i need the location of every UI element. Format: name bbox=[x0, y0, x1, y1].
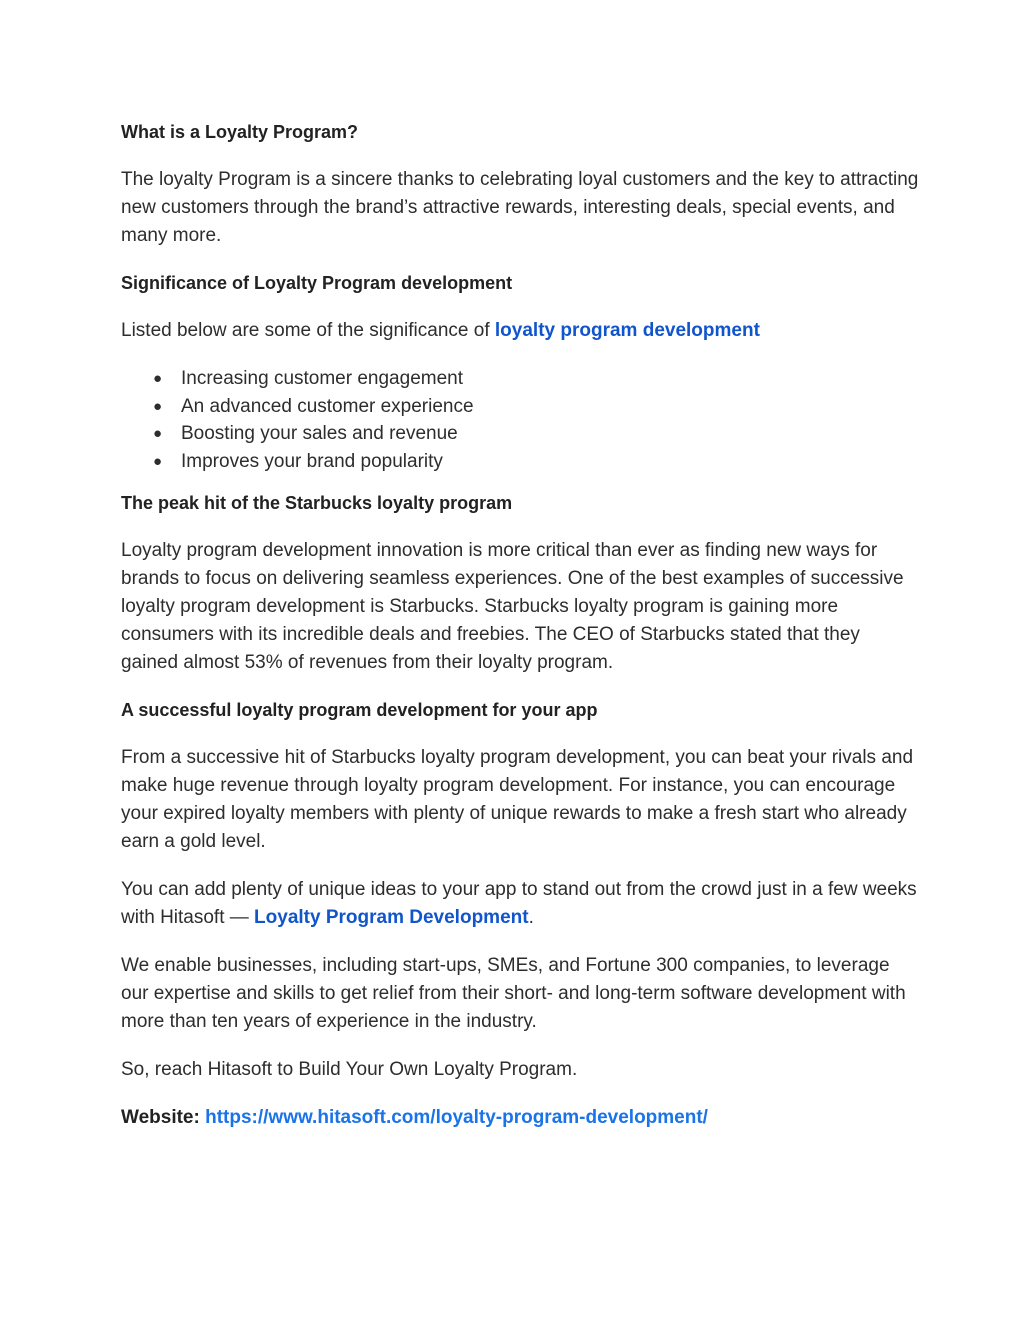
paragraph-loyalty-definition: The loyalty Program is a sincere thanks to celebrating loyal customers and the key to attracting new customers through the brand’s attractive rewards, interesting deals, special events, and many more. bbox=[121, 169, 919, 246]
list-item-text: Boosting your sales and revenue bbox=[181, 423, 458, 444]
paragraph-unique-ideas bbox=[121, 876, 921, 932]
website-label: Website: bbox=[121, 1107, 206, 1128]
paragraph-starbucks: Loyalty program development innovation is more critical than ever as finding new ways for brands to focus on delivering seamless experiences. One of the best examples of successive loyalty program development is Starbucks. Starbucks loyalty program is gaining more consumers with its incredible deals and freebies. The CEO of Starbucks stated that they gained almost 53% of revenues from their loyalty program. bbox=[121, 540, 904, 673]
list-item-text: An advanced customer experience bbox=[181, 395, 474, 417]
list-item-text: Improves your brand popularity bbox=[181, 450, 443, 472]
paragraph-significance-intro bbox=[121, 317, 921, 345]
heading-starbucks: The peak hit of the Starbucks loyalty program bbox=[121, 493, 513, 513]
unique-ideas-end: . bbox=[528, 907, 534, 928]
heading-what-is-loyalty-program: What is a Loyalty Program? bbox=[121, 122, 359, 142]
unique-ideas-text: You can add plenty of unique ideas to your app to stand out from the crowd just in a few weeks with Hitasoft — bbox=[121, 879, 917, 928]
loyalty-program-development-link[interactable]: loyalty program development bbox=[494, 320, 760, 341]
heading-successful-loyalty: A successful loyalty program development for your app bbox=[121, 700, 598, 720]
heading-significance: Significance of Loyalty Program development bbox=[121, 273, 513, 293]
bullet-icon: ● bbox=[153, 425, 163, 442]
list-item bbox=[121, 448, 921, 476]
document-page bbox=[121, 118, 921, 1132]
paragraph-businesses: We enable businesses, including start-ups, SMEs, and Fortune 300 companies, to leverage our expertise and skills to get relief from their short- and long-term software development with more than ten years of experience in the industry. bbox=[121, 955, 906, 1032]
list-item-text: Increasing customer engagement bbox=[181, 368, 463, 389]
significance-intro-text: Listed below are some of the significance of bbox=[121, 320, 495, 341]
list-item bbox=[121, 365, 921, 393]
website-line bbox=[121, 1104, 921, 1132]
bullet-icon: ● bbox=[153, 370, 163, 387]
bullet-icon: ● bbox=[153, 452, 163, 470]
bullet-icon: ● bbox=[153, 397, 163, 415]
loyalty-program-development-cta-link[interactable]: Loyalty Program Development bbox=[254, 907, 529, 928]
paragraph-rivals: From a successive hit of Starbucks loyalty program development, you can beat your rivals and make huge revenue through loyalty program development. For instance, you can encourage your expired loyalty members with plenty of unique rewards to make a fresh start who already earn a gold level. bbox=[121, 747, 914, 852]
list-item bbox=[121, 420, 921, 448]
paragraph-reach-hitasoft: So, reach Hitasoft to Build Your Own Loyalty Program. bbox=[121, 1059, 578, 1080]
list-item bbox=[121, 393, 921, 421]
website-url-link[interactable]: https://www.hitasoft.com/loyalty-program-development/ bbox=[205, 1107, 708, 1128]
benefits-list bbox=[121, 365, 921, 475]
